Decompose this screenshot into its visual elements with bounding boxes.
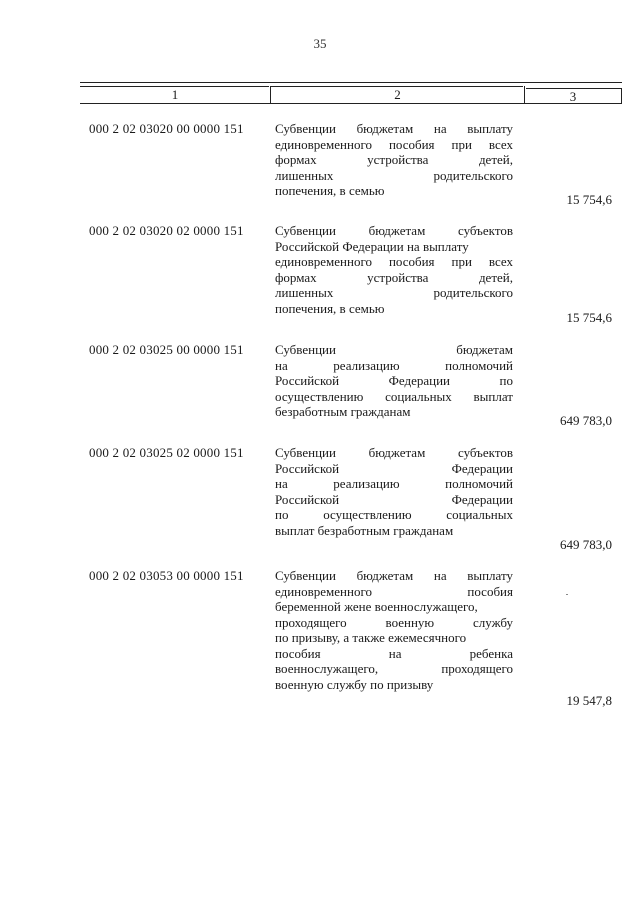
description-line <box>275 492 513 508</box>
description-word: попечения, в семью <box>275 300 385 316</box>
description-word: выплат безработным гражданам <box>275 522 454 538</box>
header-cell-col2: 2 <box>394 87 401 102</box>
row-description <box>275 342 513 420</box>
description-word: Субвенции <box>275 121 336 136</box>
description-word: устройства <box>367 269 429 285</box>
description-word: Субвенции <box>275 223 336 238</box>
description-word: безработным гражданам <box>275 404 411 419</box>
description-word: детей, <box>478 269 513 285</box>
description-line <box>275 404 513 420</box>
description-word: выплату <box>467 568 513 583</box>
description-word: военную службу по призыву <box>275 676 434 692</box>
description-word: формах <box>275 152 317 167</box>
description-line <box>275 168 513 184</box>
description-line <box>275 507 513 523</box>
description-word: на <box>275 357 288 373</box>
budget-code: 000 2 02 03025 02 0000 151 <box>89 445 244 460</box>
row-amount: 649 783,0 <box>560 413 612 428</box>
description-word: бюджетам <box>356 568 414 583</box>
description-line <box>275 183 513 199</box>
budget-code: 000 2 02 03053 00 0000 151 <box>89 568 244 583</box>
description-word: осуществлению <box>275 388 364 404</box>
page-number: 35 <box>313 36 327 51</box>
description-line <box>275 461 513 477</box>
header-cell-col3: 3 <box>569 89 577 104</box>
description-word: военную <box>385 614 435 630</box>
description-word: всех <box>488 136 513 152</box>
description-word: попечения, в семью <box>275 183 385 198</box>
description-line <box>275 584 513 600</box>
row-description <box>275 121 513 199</box>
description-line <box>275 270 513 286</box>
row-description <box>275 445 513 538</box>
description-word: социальных <box>446 507 513 522</box>
budget-code: 000 2 02 03020 02 0000 151 <box>89 223 244 238</box>
description-word: проходящего <box>441 661 513 676</box>
row-description <box>275 568 513 692</box>
description-line <box>275 389 513 405</box>
budget-code: 000 2 02 03025 00 0000 151 <box>89 342 244 357</box>
description-word: на <box>433 568 447 583</box>
description-word: при <box>451 254 472 269</box>
description-word: военнослужащего, <box>275 661 379 676</box>
description-word: выплат <box>473 388 513 404</box>
description-word: Субвенции <box>275 445 336 460</box>
description-word: бюджетам <box>356 121 414 136</box>
description-line <box>275 358 513 374</box>
row-amount: 19 547,8 <box>566 693 612 708</box>
description-word: бюджетам <box>368 445 426 460</box>
description-word: Российской <box>275 491 340 507</box>
description-word: по <box>499 373 513 388</box>
description-word: ребенка <box>469 645 513 661</box>
description-word: устройства <box>367 152 429 167</box>
description-word: Российской <box>275 373 340 388</box>
row-amount: 649 783,0 <box>560 537 612 552</box>
description-word: проходящего <box>275 614 347 630</box>
description-word: реализацию <box>333 357 400 373</box>
description-line <box>275 301 513 317</box>
description-line <box>275 646 513 662</box>
description-word: на <box>388 645 402 661</box>
description-line <box>275 677 513 693</box>
description-word: на <box>433 121 447 136</box>
description-line <box>275 445 513 461</box>
description-word: полномочий <box>445 476 513 491</box>
scan-speck <box>566 594 568 595</box>
description-word: пособия <box>388 254 435 269</box>
description-word: по призыву, а также ежемесячного <box>275 630 467 645</box>
description-word: по <box>275 507 289 522</box>
description-word: бюджетам <box>368 223 426 238</box>
row-description <box>275 223 513 316</box>
description-word: беременной жене военнослужащего, <box>275 599 478 614</box>
description-word: пособия <box>275 645 321 661</box>
description-word: при <box>451 136 472 152</box>
description-word: социальных <box>385 388 452 404</box>
description-line <box>275 152 513 168</box>
description-line <box>275 121 513 137</box>
description-word: полномочий <box>445 357 513 373</box>
description-word: Федерации <box>451 460 513 476</box>
description-line <box>275 568 513 584</box>
budget-code: 000 2 02 03020 00 0000 151 <box>89 121 244 136</box>
row-amount: 15 754,6 <box>566 192 612 207</box>
description-word: бюджетам <box>456 342 513 357</box>
description-word: осуществлению <box>323 507 412 522</box>
description-word: субъектов <box>457 445 513 460</box>
description-line <box>275 285 513 301</box>
description-word: единовременного <box>275 583 372 599</box>
description-line <box>275 523 513 539</box>
header-separator <box>621 88 622 103</box>
description-word: Федерации <box>451 491 513 507</box>
description-word: родительского <box>433 167 513 183</box>
description-line <box>275 599 513 615</box>
header-top-rule <box>80 82 622 83</box>
description-word: единовременного <box>275 254 372 269</box>
description-word: Субвенции <box>275 568 336 583</box>
description-line <box>275 239 513 255</box>
description-word: службу <box>472 614 513 630</box>
description-word: пособия <box>388 136 435 152</box>
description-word: реализацию <box>333 476 400 491</box>
description-word: Российской Федерации на выплату <box>275 238 469 254</box>
description-word: Федерации <box>388 373 450 388</box>
description-word: всех <box>488 254 513 269</box>
description-line <box>275 615 513 631</box>
description-word: на <box>275 476 288 491</box>
description-word: лишенных <box>275 167 334 183</box>
description-word: Российской <box>275 460 340 476</box>
row-amount: 15 754,6 <box>566 310 612 325</box>
header-cell-col1: 1 <box>171 87 179 102</box>
description-line <box>275 254 513 270</box>
description-line <box>275 373 513 389</box>
description-word: детей, <box>478 152 513 167</box>
description-line <box>275 223 513 239</box>
description-word: пособия <box>467 583 513 599</box>
description-word: лишенных <box>275 285 334 300</box>
description-word: Субвенции <box>275 342 336 357</box>
description-word: родительского <box>433 285 513 300</box>
description-word: выплату <box>467 121 513 136</box>
description-line <box>275 476 513 492</box>
description-word: единовременного <box>275 136 372 152</box>
description-line <box>275 630 513 646</box>
description-line <box>275 342 513 358</box>
description-word: субъектов <box>457 223 513 238</box>
description-line <box>275 661 513 677</box>
description-word: формах <box>275 269 317 285</box>
description-line <box>275 137 513 153</box>
